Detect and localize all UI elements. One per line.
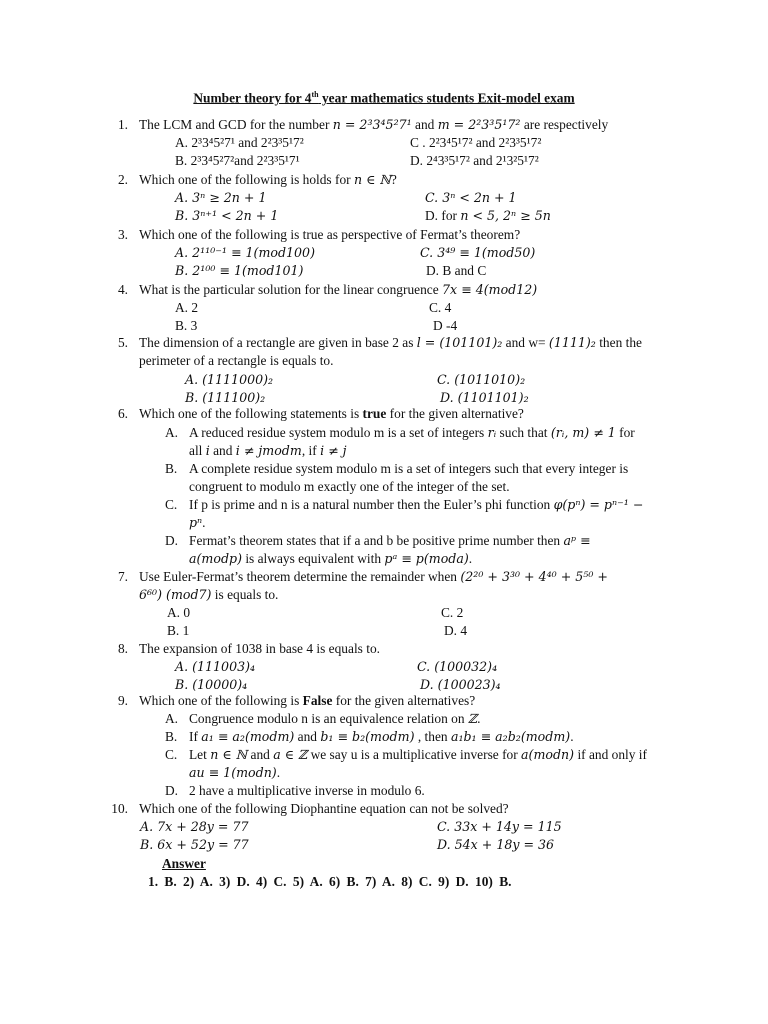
- option-b: B. 2¹⁰⁰ ≡ 1(mod101): [175, 263, 304, 278]
- question-number: 4.: [117, 282, 128, 297]
- option-d: D -4: [433, 318, 458, 333]
- option-b: If a₁ ≡ a₂(modm) and b₁ ≡ b₂(modm) , then a₁b₁ ≡ a₂b₂(modm).: [189, 729, 574, 744]
- question-stem: Which one of the following statements is true for the given alternative?: [139, 406, 524, 421]
- option-b-continued: congruent to modulo m exactly one of the integer of the set.: [189, 479, 510, 494]
- option-b: B. 6x + 52y = 77: [140, 837, 249, 852]
- option-b: A complete residue system modulo m is a set of integers such that every integer is: [189, 461, 629, 476]
- option-c: C. (1011010)₂: [437, 372, 526, 387]
- option-a: A. 2: [175, 300, 199, 315]
- option-c-continued: au ≡ 1(modn).: [189, 765, 281, 780]
- option-d: D. 54x + 18y = 36: [437, 837, 555, 852]
- option-c-continued: pⁿ.: [189, 515, 206, 530]
- question-stem-continued: 6⁶⁰) (mod7) is equals to.: [139, 587, 279, 602]
- option-a: A. 2³3⁴5²7¹ and 2²3³5¹7²: [175, 135, 304, 150]
- option-c: C. 3⁴⁹ ≡ 1(mod50): [420, 245, 536, 260]
- option-a: A. 2¹¹⁰⁻¹ ≡ 1(mod100): [175, 245, 315, 260]
- option-d-label: D.: [165, 533, 179, 548]
- option-c: If p is prime and n is a natural number then the Euler’s phi function φ(pⁿ) = pⁿ⁻¹ −: [189, 497, 644, 512]
- exam-title: [0, 86, 768, 107]
- question-stem-continued: perimeter of a rectangle is equals to.: [139, 353, 334, 368]
- question-number: 8.: [117, 641, 128, 656]
- option-d: Fermat’s theorem states that if a and b be positive prime number then aᵖ ≡: [189, 533, 591, 548]
- option-d: D. (100023)₄: [420, 677, 501, 692]
- option-b: B. 1: [167, 623, 190, 638]
- option-b: B. 2³3⁴5²7²and 2²3³5¹7¹: [175, 153, 300, 168]
- question-stem: The dimension of a rectangle are given in base 2 as l = (101101)₂ and w= (1111)₂ then the: [139, 335, 642, 350]
- question-stem: Which one of the following is holds for n ∈ ℕ?: [139, 172, 397, 187]
- option-c: C. 3ⁿ < 2n + 1: [425, 190, 517, 205]
- title-text-end: year mathematics students Exit-model exam: [318, 90, 575, 106]
- option-d: D. (1101101)₂: [440, 390, 529, 405]
- option-c: Let n ∈ ℕ and a ∈ ℤ we say u is a multiplicative inverse for a(modn) if and only if: [189, 747, 647, 762]
- question-number: 2.: [117, 172, 128, 187]
- option-d: 2 have a multiplicative inverse in modulo 6.: [189, 783, 425, 798]
- option-b: B. 3ⁿ⁺¹ < 2n + 1: [175, 208, 279, 223]
- question-stem: Use Euler-Fermat’s theorem determine the remainder when (2²⁰ + 3³⁰ + 4⁴⁰ + 5⁵⁰ +: [139, 569, 608, 584]
- option-a: A. 7x + 28y = 77: [140, 819, 249, 834]
- question-stem: Which one of the following Diophantine equation can not be solved?: [139, 801, 509, 816]
- option-b-label: B.: [165, 461, 178, 476]
- question-number: 9.: [117, 693, 128, 708]
- question-number: 3.: [117, 227, 128, 242]
- option-b: B. (111100)₂: [185, 390, 266, 405]
- option-a: A. 0: [167, 605, 191, 620]
- option-b: B. 3: [175, 318, 198, 333]
- option-a-label: A.: [165, 425, 179, 440]
- option-d: D. 4: [444, 623, 468, 638]
- option-a: A. 3ⁿ ≥ 2n + 1: [175, 190, 267, 205]
- option-c-label: C.: [165, 497, 178, 512]
- option-c: C. (100032)₄: [417, 659, 498, 674]
- question-stem: Which one of the following is False for the given alternatives?: [139, 693, 476, 708]
- option-c: C. 2: [441, 605, 464, 620]
- question-stem: The LCM and GCD for the number n = 2³3⁴5²7¹ and m = 2²3³5¹7² are respectively: [139, 117, 609, 132]
- question-number: 10.: [111, 801, 128, 816]
- option-c: C. 33x + 14y = 115: [437, 819, 562, 834]
- question-number: 5.: [117, 335, 128, 350]
- question-number: 1.: [117, 117, 128, 132]
- title-superscript: th: [311, 90, 319, 99]
- title-text: Number theory for 4: [193, 90, 312, 106]
- option-c: C . 2²3⁴5¹7² and 2²3³5¹7²: [410, 135, 542, 150]
- option-d: D. B and C: [426, 263, 487, 278]
- option-b: B. (10000)₄: [175, 677, 248, 692]
- option-c-label: C.: [165, 747, 178, 762]
- question-stem: The expansion of 1038 in base 4 is equals to.: [139, 641, 380, 656]
- option-a: A. (111003)₄: [175, 659, 256, 674]
- option-c: C. 4: [429, 300, 452, 315]
- option-d: D. for n < 5, 2ⁿ ≥ 5n: [425, 208, 551, 223]
- question-stem: Which one of the following is true as perspective of Fermat’s theorem?: [139, 227, 521, 242]
- option-d-label: D.: [165, 783, 179, 798]
- option-a-label: A.: [165, 711, 179, 726]
- option-d-continued: a(modp) is always equivalent with pᵃ ≡ p(moda).: [189, 551, 473, 566]
- answer-heading: Answer: [162, 856, 206, 871]
- option-d: D. 2⁴3³5¹7² and 2¹3²5¹7²: [410, 153, 539, 168]
- option-a: A reduced residue system modulo m is a set of integers rᵢ such that (rᵢ, m) ≠ 1 for: [189, 425, 635, 440]
- option-a: Congruence modulo n is an equivalence relation on ℤ.: [189, 711, 481, 726]
- option-a-continued: all i and i ≠ jmodm, if i ≠ j: [189, 443, 347, 458]
- question-number: 7.: [117, 569, 128, 584]
- option-b-label: B.: [165, 729, 178, 744]
- question-stem: What is the particular solution for the linear congruence 7x ≡ 4(mod12): [139, 282, 538, 297]
- answer-key: 1. B. 2) A. 3) D. 4) C. 5) A. 6) B. 7) A. 8) C. 9) D. 10) B.: [148, 874, 512, 889]
- question-number: 6.: [117, 406, 128, 421]
- option-a: A. (1111000)₂: [185, 372, 274, 387]
